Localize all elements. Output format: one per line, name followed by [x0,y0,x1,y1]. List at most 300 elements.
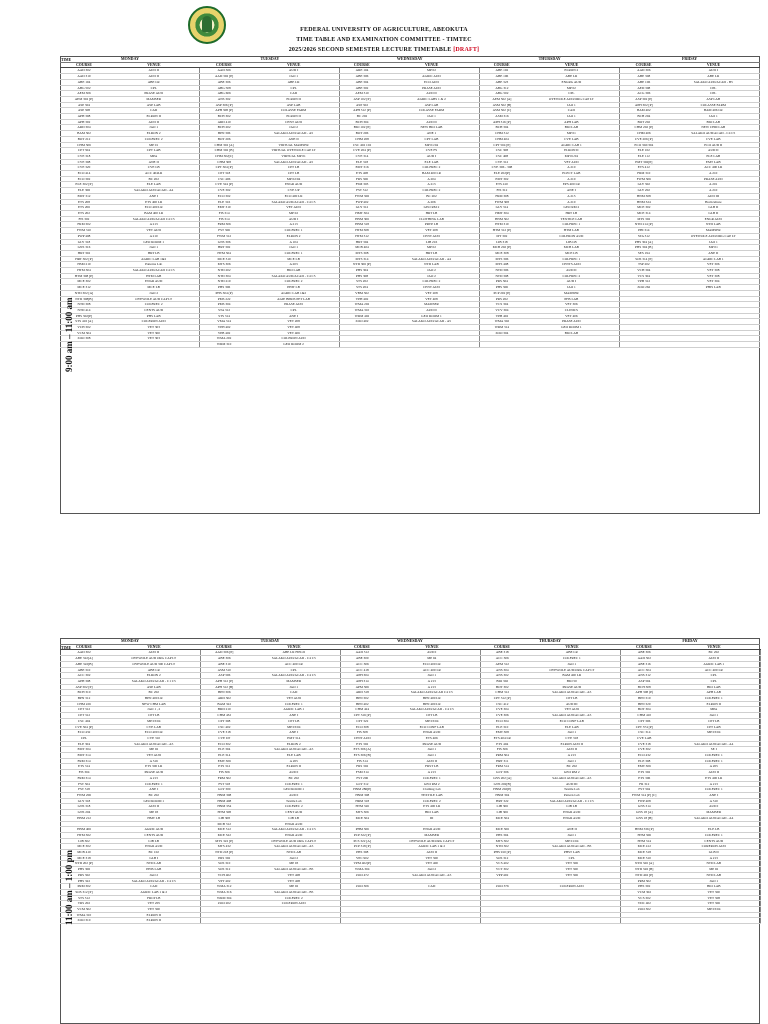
course-code-cell: ELE 302 [P] [60,182,108,188]
venue-cell: AUD I [668,68,760,74]
venue-cell: PRASE AUD [384,741,480,747]
venue-column-header: VENUE [248,644,340,650]
course-code-cell: FRM 308 [480,193,524,199]
course-code-cell: NTD 308 [60,302,108,308]
venue-cell: A 210 [108,233,200,239]
venue-cell: COLFREC 2 [108,302,200,308]
venue-cell: A 201 [668,182,760,188]
venue-cell: JAO 1 [248,684,340,690]
venue-cell: MAMSER [248,678,340,684]
venue-cell: ENGR AUD [108,279,200,285]
venue-cell: ASP LAB [248,102,340,108]
course-code-cell: ZOO 376 [480,884,524,890]
venue-cell: ENGR AUD [524,810,620,816]
venue-cell: MP 03 [108,810,200,816]
venue-cell: CPL [248,667,340,673]
venue-cell [668,918,760,924]
course-code-cell: MTS 432 [200,844,248,850]
course-code-cell: VPM 402[P] [340,861,384,867]
course-code-cell: APH 302 [60,119,108,125]
venue-cell: COLFREC 2 [108,136,200,142]
course-code-cell: TRS 202 [60,901,108,907]
venue-cell: OYEWOLE AUD 300 CAP LT [108,661,200,667]
course-code-cell: EMT 314 [60,753,108,759]
venue-cell: MP 02/04 [248,176,340,182]
course-code-cell: VCM 302 [620,889,668,895]
venue-cell: BIO LAB [524,125,620,131]
course-code-cell: CPT 306 [620,718,668,724]
course-code-cell: ABE 306 [200,656,248,662]
venue-cell: CPT LAB [384,136,480,142]
venue-cell: A 203 [248,262,340,268]
venue-cell: A 210 [668,171,760,177]
venue-cell: ELRON II [108,912,200,918]
venue-cell: MP 01/04 [524,838,620,844]
course-code-cell: ZOO 302 [620,907,668,913]
course-code-cell: CHM 226 [60,701,108,707]
venue-cell: CPL [524,91,620,97]
course-code-cell: NTD 210 [200,279,248,285]
venue-cell: ENGR AUD [108,844,200,850]
course-code-cell: LIB 308 [200,815,248,821]
venue-column-header: VENUE [668,62,760,68]
course-code-cell: CVE 318 [200,730,248,736]
venue-cell: AGRIC LAB 1 [524,142,620,148]
venue-cell: PHIS LAB [108,867,200,873]
venue-cell: AUD I [248,792,340,798]
venue-cell: MAMSER [668,228,760,234]
venue-cell: ABE LR [108,79,200,85]
course-code-cell: ECO 308 [340,724,384,730]
venue-cell: SALAKO AUD/ACAD - B5 [248,867,340,873]
course-code-cell: VCT 302 [480,867,524,873]
venue-cell: A 210 [524,165,620,171]
course-code-cell: FIS 314 [200,216,248,222]
course-code-cell: VCS 304 [480,302,524,308]
course-code-cell: ABE 102 [480,68,524,74]
course-code-cell: CSC 402 [200,724,248,730]
course-code-cell: ABE 306 [620,650,668,656]
course-code-cell: CPT 322 [340,718,384,724]
day-header-thursday: THURSDAY [480,639,620,645]
venue-column-header: VENUE [384,644,480,650]
day-header-monday: MONDAY [60,57,200,63]
venue-cell: GEO RM 2 [524,770,620,776]
course-code-cell: MCE 318 [60,855,108,861]
course-code-cell: VPH 402 [340,296,384,302]
venue-cell: ASP LAB [108,684,200,690]
venue-cell: ELRON II [248,96,340,102]
course-code-cell: CVE UP [200,735,248,741]
course-code-cell: PRS 302 [200,855,248,861]
course-code-cell: STS 416 [A] [60,319,108,325]
course-code-cell: HRT 304 [340,239,384,245]
course-code-cell: ECO 432 [620,753,668,759]
course-code-cell: GNS 18 [B] [620,815,668,821]
timetable-title-text: 2025/2026 SECOND SEMESTER LECTURE TIMETABLE [288,47,452,53]
venue-cell: CVE FS [384,148,480,154]
course-code-cell: FIS 306 [480,747,524,753]
course-code-cell: FRM 302 [60,222,108,228]
venue-cell: ENGRG AUD [524,79,620,85]
venue-cell: SALAKO AUD/ACAD - C4 C5 [248,273,340,279]
course-code-cell: CPT 318 [200,171,248,177]
venue-cell: ABE LR FIELD [248,650,340,656]
course-code-cell: ABE 308 [620,74,668,80]
course-code-cell: SOS 310 [200,861,248,867]
venue-cell: SALAKO AUD/ACAD - B5 [524,844,620,850]
venue-cell: ELE LB [668,827,760,833]
venue-cell: BIO LAB [668,119,760,125]
course-code-cell: AAD 306 [620,68,668,74]
venue-cell: MP 02 [384,68,480,74]
course-code-cell: HNM 318 [340,222,384,228]
course-code-cell: ASP 302 [P] [60,684,108,690]
venue-cell: A 310 [668,798,760,804]
course-code-cell: HRT 302 [60,250,108,256]
course-code-cell: VDC 402 [620,901,668,907]
venue-cell: CVE UP [248,188,340,194]
venue-cell: ANE II [668,250,760,256]
venue-cell: BPN 400 LR [108,696,200,702]
venue-cell: ELRON II [668,701,760,707]
venue-cell: CLOTHING LAB [384,216,480,222]
venue-cell: MCE LB [108,285,200,291]
venue-cell: HRT LB [524,210,620,216]
course-code-cell: MCE 304 [480,815,524,821]
course-code-cell: PHS 304 [340,268,384,274]
venue-cell: JAO 1 [524,102,620,108]
venue-cell: BC 102 [108,850,200,856]
venue-cell: VET 303 [108,325,200,331]
venue-cell: MP 02 [384,245,480,251]
venue-cell: JAO 1 [524,661,620,667]
venue-cell: AUD I [384,153,480,159]
venue-cell: ASP LAB [668,96,760,102]
venue-cell: SALAKO AUD/ACAD - A5 [384,872,480,878]
venue-cell: CPT LB [248,718,340,724]
venue-cell: VET 208 [384,290,480,296]
venue-cell: LIB LB [524,239,620,245]
venue-cell [384,918,480,924]
course-code-cell: ASM 502 [B] [480,102,524,108]
course-code-cell: HNM 212 [60,815,108,821]
venue-cell: COLFREC 1 [384,775,480,781]
venue-cell: ACC 404LR [108,171,200,177]
venue-cell: MAMSER [108,96,200,102]
course-code-cell: CVE 302 [620,747,668,753]
course-code-cell: VCH 302 [60,325,108,331]
course-code-cell: AEM 302 [P] [60,96,108,102]
venue-cell: SALAKO AUD/ACAD - A5 [384,319,480,325]
venue-cell: CAD [524,108,620,114]
venue-cell: AGRIC LAB 1 [668,256,760,262]
course-code-cell: ECO 302 [200,193,248,199]
venue-cell: Pattern Lab [524,792,620,798]
course-code-cell: VCV 304 [480,307,524,313]
course-code-cell: NTD 202 [200,268,248,274]
course-code-cell: ARD 304 [60,125,108,131]
venue-cell: CVE LB [108,165,200,171]
course-code-cell: WMA 312 [200,884,248,890]
draft-badge: [DRAFT] [453,47,480,53]
venue-cell: VET 408 [248,872,340,878]
course-code-cell: HMT 304 [480,210,524,216]
venue-cell: BPN 400 LR [384,696,480,702]
venue-cell: VET 408 [248,325,340,331]
course-code-cell: ASP 102 [P] [340,96,384,102]
course-code-cell: FWM 306 [340,193,384,199]
day-header-thursday: THURSDAY [480,57,620,63]
course-code-cell: ABG 606 [200,91,248,97]
venue-cell: NTD LAB [668,861,760,867]
course-code-cell: ABE 318 [480,650,524,656]
course-code-cell: CPT 304 [60,148,108,154]
venue-cell: A 213 [108,775,200,781]
course-code-cell: ETS 306 [B] [340,753,384,759]
course-code-cell: HTM 302 [60,832,108,838]
venue-cell: CPL [668,678,760,684]
course-code-cell: MCE 302 [620,205,668,211]
course-code-cell: PRS 302 [60,872,108,878]
course-code-cell: FIS 302 [60,216,108,222]
venue-cell: GEO ROOM 1 [248,787,340,793]
course-code-cell: ZOO 306 [340,884,384,890]
course-code-cell: EMT 312 [60,193,108,199]
venue-cell: JAO 1 [248,245,340,251]
venue-cell: ECO 400 LR [108,205,200,211]
venue-cell [668,342,760,348]
day-header-friday: FRIDAY [620,57,760,63]
venue-cell: CPT LB [248,165,340,171]
course-code-cell: NTD 308[B] [60,296,108,302]
course-code-cell: BCH 202 [200,125,248,131]
venue-cell: VET 406 [524,313,620,319]
course-code-cell [200,918,248,924]
venue-cell: PHIS LAB [668,285,760,291]
course-code-cell: ETS 206 [60,205,108,211]
venue-cell: AUD II [524,747,620,753]
venue-cell: PRASE AUD [108,91,200,97]
course-code-cell: HMT 304 [340,210,384,216]
venue-cell: SALAKO AUD/ACAD C4 C5 [384,690,480,696]
course-code-cell: ZOO 262 [620,285,668,291]
course-code-cell: ASP 302 [P] [620,96,668,102]
course-code-cell: PHS 304 [A] [620,239,668,245]
course-code-cell: ECO 302 [200,741,248,747]
venue-cell: A 213 [524,753,620,759]
venue-cell: CPT LB [108,713,200,719]
course-code-cell: ABE 104 [60,79,108,85]
course-code-cell: CVE 318 [620,741,668,747]
venue-cell: NTD LAB [384,262,480,268]
course-code-cell: GNS 204 [60,810,108,816]
venue-cell: A 104 [248,239,340,245]
venue-cell: CVE LAB [668,136,760,142]
day-header-tuesday: TUESDAY [200,57,340,63]
course-code-cell [340,342,384,348]
course-code-cell: FIS 306 [200,770,248,776]
course-code-cell: STS 202 [340,279,384,285]
course-code-cell: ETS 208 [60,199,108,205]
venue-cell: Horticulture [668,199,760,205]
course-code-cell: CVE 204 [P] [340,148,384,154]
course-code-cell: PCS 322 [A] [340,838,384,844]
venue-cell: COLFREC 1 [108,781,200,787]
course-code-cell: MCE 302 [60,279,108,285]
venue-cell: VET 306 [668,901,760,907]
venue-cell: MP 03/04 [248,724,340,730]
venue-cell: AGRIC AUD [108,827,200,833]
venue-cell: ACC 400 LR [668,667,760,673]
venue-cell: NTD LAB [248,850,340,856]
venue-cell: PRASE AUD [668,176,760,182]
venue-cell: NTD LAB [668,872,760,878]
venue-column-header: VENUE [524,62,620,68]
slot-2-time-label: 11:00 am – 1:00 pm [64,850,74,925]
venue-cell: ENGR AUD [524,815,620,821]
venue-cell: BAM 406 LR [668,108,760,114]
course-code-cell: NTD 218 [P] [200,850,248,856]
venue-cell: A 213 [384,684,480,690]
venue-cell: TEXTILE LAB [524,216,620,222]
venue-cell: APH LAB [524,119,620,125]
course-code-cell: HTM 312 [P] [480,228,524,234]
course-code-cell: PCP 318 [P] [340,844,384,850]
course-code-cell: ARD 318 [340,690,384,696]
course-code-cell: SOS 312 [200,867,248,873]
time-column-header-2: TIME [61,646,72,650]
course-code-cell: ELE 306 [60,188,108,194]
venue-cell: JAO 1 [668,114,760,120]
course-code-cell: MTS 322 [P] [200,838,248,844]
venue-cell: A 206 [384,199,480,205]
course-code-cell: APM 306 [340,684,384,690]
venue-cell: CLINICS [524,307,620,313]
course-code-cell: ACC 306 [480,656,524,662]
venue-cell: BC 202 [384,193,480,199]
course-code-cell: STA 312 [620,233,668,239]
course-code-cell: AAD 302 [60,68,108,74]
course-code-cell: HNM 306 [340,216,384,222]
venue-cell: SALAKO AUD/ACAD - A5 [248,747,340,753]
venue-cell: SALAKO AUD/ACAD - A5 [524,713,620,719]
course-code-cell: SOS 312 [P] [60,889,108,895]
course-code-cell: VBM 302 [340,290,384,296]
course-column-header: COURSE [480,644,524,650]
venue-cell: BAM 400 LR [384,171,480,177]
venue-cell: SALAKO AUD/ACAD - C4 C5 [384,707,480,713]
course-code-cell: LIB 306 [480,804,524,810]
course-code-cell: VCH 304 [620,268,668,274]
venue-cell: ELECT LAB [524,171,620,177]
course-code-cell: CPT 312 [60,707,108,713]
venue-cell: A 213 [384,770,480,776]
course-code-cell: FWM 206 [60,792,108,798]
venue-cell: A 213 [384,182,480,188]
course-code-cell: HRT 302 [P] [60,256,108,262]
course-code-cell: CVE 304 [480,707,524,713]
course-code-cell: HNM 308 [340,792,384,798]
venue-cell: BIO LAB [524,330,620,336]
course-code-cell: MTS 314 [340,256,384,262]
course-code-cell: CPT 316 [P] [340,713,384,719]
venue-cell [384,342,480,348]
venue-cell: AUD II [668,770,760,776]
venue-cell: III [384,815,480,821]
venue-cell: OYEWOLE AUD/ORG CAP LT [524,667,620,673]
course-code-cell: AAD 302 [60,650,108,656]
course-code-cell: MCB 202 [P] [480,245,524,251]
course-code-cell: FRM 314 [60,758,108,764]
venue-cell: CENT AUD [384,233,480,239]
course-code-cell: PHS 302[P] [60,313,108,319]
venue-cell: JAO 2 [384,273,480,279]
venue-cell: BIO 50 [524,678,620,684]
course-code-cell: NTD 202 [P] [60,861,108,867]
venue-cell: CPT LB [524,696,620,702]
venue-cell: CENTS AUD [108,832,200,838]
venue-cell: ANE II [108,159,200,165]
venue-cell: GEO RM 2 [524,205,620,211]
course-code-cell: ASP 306 [200,673,248,679]
course-code-cell: BOT 304 [620,707,668,713]
course-code-cell: ASP 306 [P] [200,102,248,108]
venue-cell: OYEWOLE AUD ORG CAP LT [108,656,200,662]
venue-cell: SALAKO AUD/ACAD - A4 [384,256,480,262]
course-code-cell: APH 314 [340,678,384,684]
course-code-cell: GLY 314 [480,205,524,211]
venue-cell: VET 308 [668,273,760,279]
course-code-cell: CHM 302[C] [200,153,248,159]
course-code-cell: FWP 408 [620,798,668,804]
course-code-cell: ELE 310 [480,724,524,730]
course-code-cell: AAD 312 [340,650,384,656]
course-code-cell: WMA 310 [340,307,384,313]
course-code-cell: AAD 306 [200,68,248,74]
venue-cell: MP 01/04 [384,142,480,148]
course-code-cell: BIO 302 [480,678,524,684]
venue-cell: AUD II [108,74,200,80]
venue-cell: ASP LAB [108,102,200,108]
course-code-cell: AEM 502 [A] [480,96,524,102]
venue-cell: ENGR AUD [248,832,340,838]
venue-cell: COLASSE FARM [384,108,480,114]
venue-cell: CENT AUD [248,119,340,125]
course-code-cell: ECO 302/304 [620,142,668,148]
course-code-cell: FIS 308 [340,730,384,736]
venue-cell: ECO CONF LAB [384,724,480,730]
course-code-cell: MCE 304 [340,815,384,821]
venue-cell: ECO AUD [384,79,480,85]
venue-cell: SALAKO AUD/ACAD - A5 [248,159,340,165]
venue-cell: SALAKO AUD/ACAD C4 C5 [108,268,200,274]
course-code-cell: ASM 502 [C] [480,108,524,114]
course-code-cell: FSM 303 [340,182,384,188]
course-code-cell: ABE 302 [340,85,384,91]
venue-cell: CAD [108,108,200,114]
course-code-cell [620,918,668,924]
venue-cell: SALAKO AUD/ACAD - A4 [668,815,760,821]
course-code-cell: BCH 304 [340,119,384,125]
course-column-header: COURSE [620,62,668,68]
venue-cell: AGRIC LAB 1 & 2 [384,844,480,850]
course-code-cell: AAD 302 [620,656,668,662]
course-code-cell: CHM 410 [620,713,668,719]
venue-cell: COLFREC 2 [524,273,620,279]
venue-cell: PHS LAB [524,296,620,302]
course-code-cell: CPT 504 [P] [480,142,524,148]
